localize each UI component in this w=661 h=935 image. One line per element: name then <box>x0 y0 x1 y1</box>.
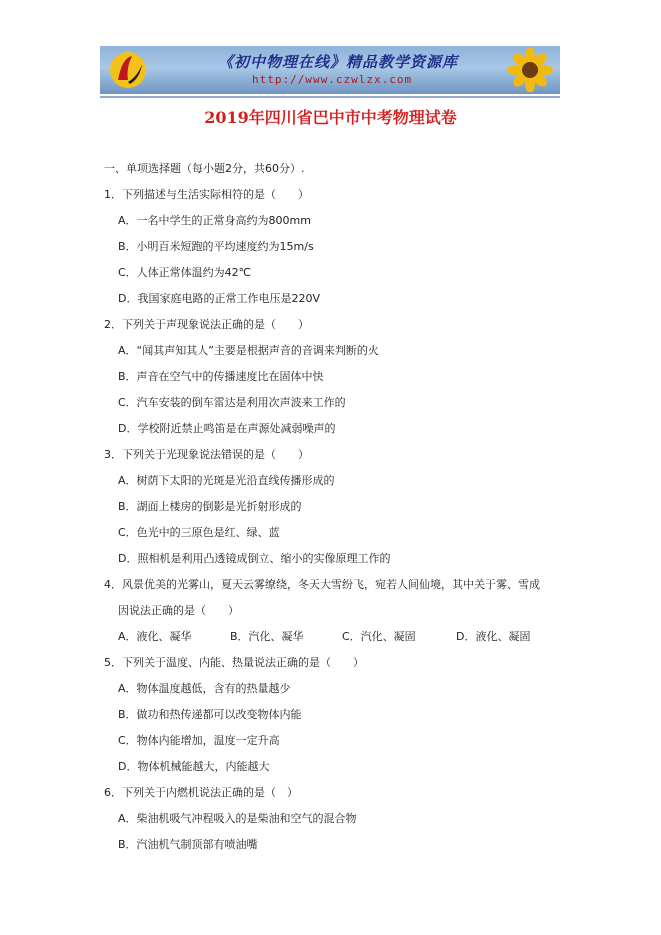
question-5-option-c: C．物体内能增加，温度一定升高 <box>118 734 280 747</box>
question-4-option-c: C．汽化、凝固 <box>342 630 416 643</box>
question-3-option-b: B．湖面上楼房的倒影是光折射形成的 <box>118 500 302 513</box>
question-3-stem: 3．下列关于光现象说法错误的是（ ） <box>104 448 309 461</box>
question-5-option-b: B．做功和热传递都可以改变物体内能 <box>118 708 302 721</box>
question-2-option-a: A．“闻其声知其人”主要是根据声音的音调来判断的火 <box>118 344 379 357</box>
question-3-option-a: A．树荫下太阳的光斑是光沿直线传播形成的 <box>118 474 335 487</box>
header-banner <box>100 46 560 94</box>
question-2-option-b: B．声音在空气中的传播速度比在固体中快 <box>118 370 324 383</box>
question-6-stem: 6．下列关于内燃机说法正确的是（ ） <box>104 786 298 799</box>
question-1-option-d: D．我国家庭电路的正常工作电压是220V <box>118 292 320 305</box>
question-6-option-a: A．柴油机吸气冲程吸入的是柴油和空气的混合物 <box>118 812 357 825</box>
sunflower-icon <box>502 48 558 92</box>
question-3-option-c: C．色光中的三原色是红、绿、蓝 <box>118 526 280 539</box>
banner-title: 《初中物理在线》精品教学资源库 <box>218 53 459 71</box>
question-2-option-c: C．汽车安装的倒车雷达是利用次声波来工作的 <box>118 396 346 409</box>
banner-url: http://www.czwlzx.com <box>252 73 413 86</box>
document-title: 2019年四川省巴中市中考物理试卷 <box>204 108 457 127</box>
question-4-option-d: D．液化、凝固 <box>456 630 531 643</box>
question-1-option-b: B．小明百米短跑的平均速度约为15m/s <box>118 240 314 253</box>
question-6-option-b: B．汽油机气制顶部有喷油嘴 <box>118 838 258 851</box>
question-1-option-a: A．一名中学生的正常身高约为800mm <box>118 214 311 227</box>
question-4-stem-continued: 因说法正确的是（ ） <box>118 604 239 617</box>
question-5-option-d: D．物体机械能越大，内能越大 <box>118 760 270 773</box>
question-4-option-a: A．液化、凝华 <box>118 630 192 643</box>
question-1-stem: 1．下列描述与生活实际相符的是（ ） <box>104 188 309 201</box>
question-5-option-a: A．物体温度越低，含有的热量越少 <box>118 682 291 695</box>
question-4-stem: 4．风景优美的光雾山，夏天云雾缭绕，冬天大雪纷飞，宛若人间仙境，其中关于雾、雪成 <box>104 578 540 591</box>
question-2-option-d: D．学校附近禁止鸣笛是在声源处减弱噪声的 <box>118 422 336 435</box>
section-heading: 一、单项选择题（每小题2分，共60分）. <box>104 162 305 175</box>
question-3-option-d: D．照相机是利用凸透镜成倒立、缩小的实像原理工作的 <box>118 552 391 565</box>
question-2-stem: 2．下列关于声现象说法正确的是（ ） <box>104 318 309 331</box>
question-4-option-b: B．汽化、凝华 <box>230 630 304 643</box>
question-5-stem: 5．下列关于温度、内能、热量说法正确的是（ ） <box>104 656 364 669</box>
site-logo-icon <box>108 50 148 90</box>
question-1-option-c: C．人体正常体温约为42℃ <box>118 266 252 279</box>
header-divider <box>100 96 560 98</box>
